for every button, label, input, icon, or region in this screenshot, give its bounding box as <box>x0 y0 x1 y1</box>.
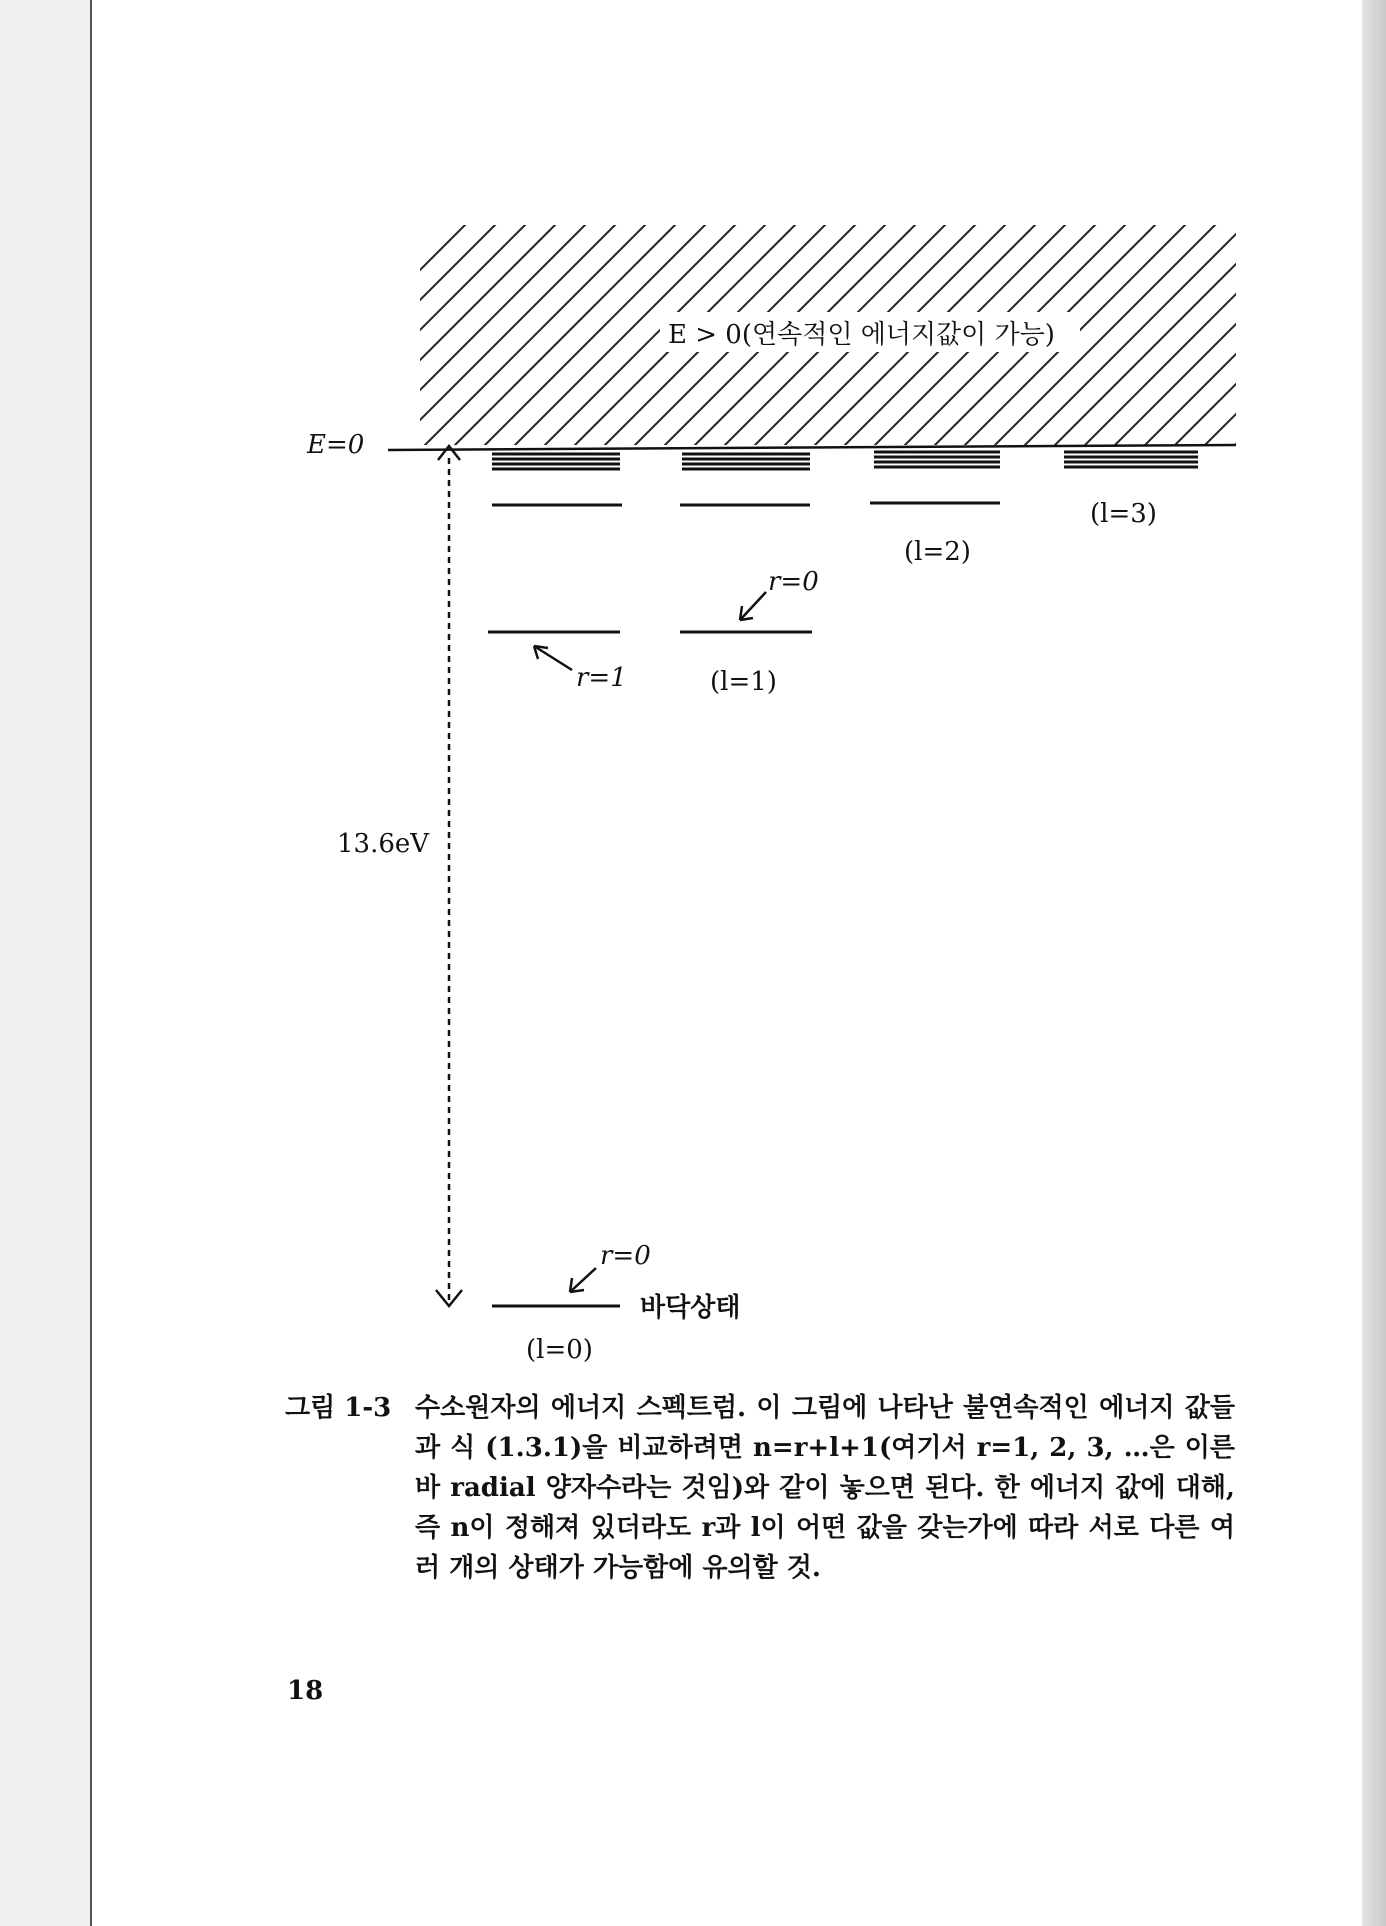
hatch-line <box>450 220 680 450</box>
l3-label: (l=3) <box>1090 499 1157 529</box>
hatch-line <box>360 220 590 450</box>
ionization-energy-label: 13.6eV <box>337 829 430 859</box>
levels-l2 <box>870 452 1000 503</box>
hatch-line <box>420 220 650 450</box>
hatch-line <box>1110 220 1340 450</box>
hatch-line <box>270 220 500 450</box>
zero-energy-label: E=0 <box>307 430 365 460</box>
hatch-line <box>1170 220 1386 450</box>
levels-l3 <box>1064 452 1198 467</box>
r0-ground-label: r=0 <box>600 1241 651 1271</box>
page-number: 18 <box>287 1676 324 1706</box>
r0-l1-label: r=0 <box>768 567 819 597</box>
zero-energy-line <box>388 445 1236 450</box>
hatch-line <box>1080 220 1310 450</box>
hatch-line <box>1290 220 1386 450</box>
caption-text: 수소원자의 에너지 스펙트럼. 이 그림에 나타난 불연속적인 에너지 값들과 식 (1.3.1)을 비교하려면 n=r+l+1(여기서 r=1, 2, 3, …은 이른바 radial 양자수라는 것임)와 같이 놓으면 된다. 한 에너지 값에 대해, 즉 n이 정해져 있더라도 r과 l이 어떤 값을 갖는가에 따라 서로 다른 여러 개의 상태가 가능함에 유의할 것. <box>415 1393 1235 1583</box>
continuum-label: E > 0(연속적인 에너지값이 가능) <box>668 320 1055 350</box>
r0-ground-pointer-arrow <box>570 1268 596 1292</box>
l2-label: (l=2) <box>904 537 971 567</box>
r1-label: r=1 <box>576 663 627 693</box>
hatch-line <box>1260 220 1386 450</box>
hatch-line <box>1050 220 1280 450</box>
hatch-line <box>1230 220 1386 450</box>
hatch-line <box>300 220 530 450</box>
l0-label: (l=0) <box>526 1335 593 1365</box>
l1-label: (l=1) <box>710 667 777 697</box>
r1-pointer-arrow <box>534 646 572 670</box>
levels-l1 <box>680 454 812 632</box>
levels-l0 <box>488 454 622 1306</box>
hatch-line <box>1200 220 1386 450</box>
hatch-line <box>1140 220 1370 450</box>
caption-label: 그림 1-3 <box>285 1393 392 1423</box>
ionization-arrow-head-top <box>438 446 460 460</box>
figure-caption <box>285 1388 1235 1588</box>
hatch-line <box>390 220 620 450</box>
hatch-line <box>240 220 470 450</box>
hatch-line <box>330 220 560 450</box>
ground-state-label: 바닥상태 <box>640 1293 741 1323</box>
r0-l1-pointer-arrow <box>740 592 766 620</box>
